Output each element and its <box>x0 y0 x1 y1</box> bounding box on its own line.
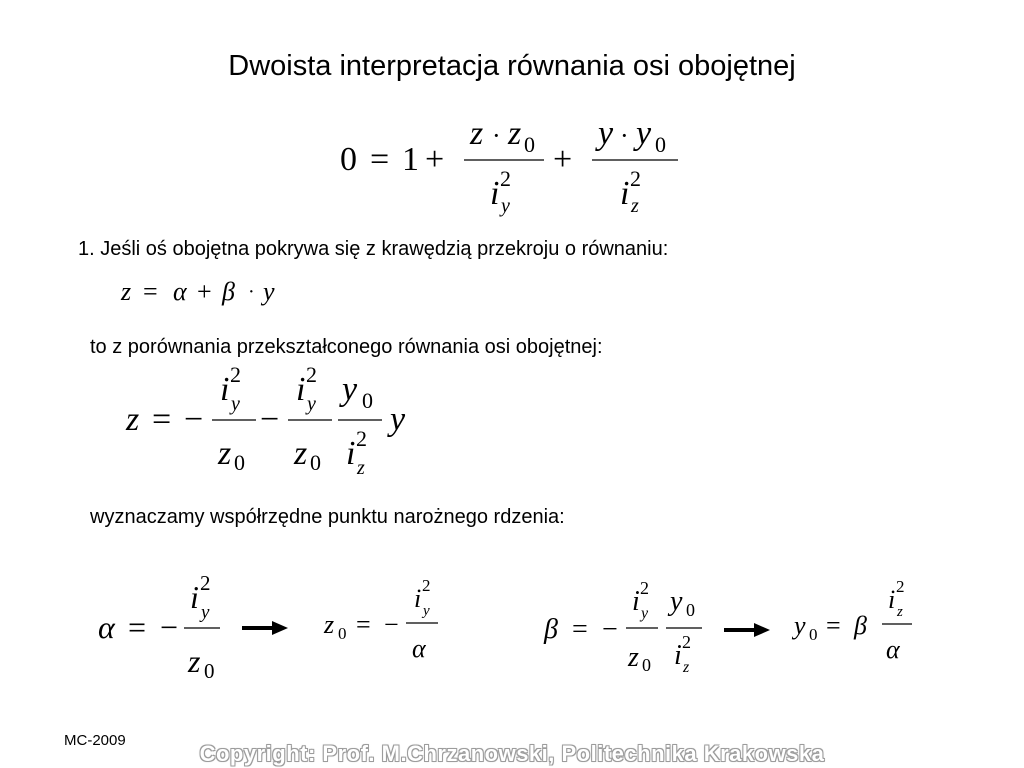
svg-text:α: α <box>173 277 187 306</box>
svg-text:i: i <box>190 579 199 615</box>
svg-text:−: − <box>602 614 618 645</box>
svg-text:y: y <box>231 393 240 415</box>
svg-text:2: 2 <box>306 362 317 387</box>
main-equation <box>330 112 710 222</box>
paragraph-comparison: to z porównania przekształconego równania osi obojętnej: <box>90 336 603 358</box>
svg-text:β: β <box>222 277 235 306</box>
svg-text:0: 0 <box>204 659 215 680</box>
svg-text:y: y <box>636 115 652 152</box>
svg-text:=: = <box>152 401 172 438</box>
svg-text:z: z <box>897 604 903 620</box>
svg-text:·: · <box>492 121 501 150</box>
svg-text:i: i <box>220 371 230 408</box>
svg-text:2: 2 <box>682 632 691 652</box>
svg-text:=: = <box>370 141 390 178</box>
svg-text:y: y <box>342 371 358 408</box>
svg-text:0: 0 <box>310 450 321 475</box>
svg-text:=: = <box>143 277 158 306</box>
svg-text:·: · <box>248 281 255 303</box>
paragraph-edge-condition: 1. Jeśli oś obojętna pokrywa się z krawędzią przekroju o równaniu: <box>78 238 669 260</box>
svg-text:y: y <box>598 115 614 152</box>
svg-text:2: 2 <box>896 577 905 596</box>
y0-equation <box>790 576 920 671</box>
svg-text:β: β <box>544 614 558 645</box>
svg-text:i: i <box>414 584 422 613</box>
svg-text:0: 0 <box>234 450 245 475</box>
svg-text:z: z <box>357 457 365 479</box>
transformed-equation <box>120 360 440 480</box>
svg-text:=: = <box>128 609 147 645</box>
svg-text:β: β <box>854 611 867 640</box>
svg-text:i: i <box>346 435 356 472</box>
svg-text:z: z <box>508 115 522 152</box>
svg-text:+: + <box>425 141 445 178</box>
alpha-equation <box>92 568 232 680</box>
svg-text:y: y <box>794 611 806 640</box>
svg-text:y: y <box>423 603 430 619</box>
svg-text:=: = <box>826 611 841 640</box>
svg-text:i: i <box>296 371 306 408</box>
svg-text:2: 2 <box>200 571 211 595</box>
svg-text:+: + <box>553 141 573 178</box>
svg-text:z: z <box>188 643 201 679</box>
svg-text:i: i <box>888 585 896 614</box>
z0-equation <box>320 575 450 670</box>
svg-text:z: z <box>126 401 140 438</box>
svg-text:0: 0 <box>655 132 666 157</box>
svg-text:+: + <box>197 277 212 306</box>
svg-text:·: · <box>620 121 629 150</box>
svg-text:z: z <box>294 435 308 472</box>
svg-text:−: − <box>184 401 204 438</box>
svg-text:y: y <box>390 401 406 438</box>
svg-text:0: 0 <box>362 388 373 413</box>
svg-text:i: i <box>674 640 682 671</box>
right-arrow-icon <box>724 620 770 640</box>
edge-equation <box>115 276 305 310</box>
svg-text:=: = <box>572 614 588 645</box>
svg-text:y: y <box>670 586 683 617</box>
svg-text:z: z <box>683 659 690 676</box>
svg-text:y: y <box>307 393 316 415</box>
svg-text:i: i <box>490 175 500 212</box>
slide-title: Dwoista interpretacja równania osi obojętnej <box>228 50 796 82</box>
svg-text:0: 0 <box>686 600 695 620</box>
svg-text:y: y <box>641 605 649 622</box>
svg-text:−: − <box>260 401 280 438</box>
svg-text:0: 0 <box>809 625 818 644</box>
svg-text:z: z <box>121 277 132 306</box>
svg-text:y: y <box>501 195 510 217</box>
svg-text:1: 1 <box>402 141 419 178</box>
svg-text:=: = <box>356 610 371 639</box>
svg-text:z: z <box>470 115 484 152</box>
svg-text:2: 2 <box>230 362 241 387</box>
svg-text:y: y <box>201 602 210 623</box>
svg-text:z: z <box>628 642 639 673</box>
svg-text:0: 0 <box>642 655 651 675</box>
svg-text:z: z <box>631 195 639 217</box>
svg-text:i: i <box>620 175 630 212</box>
svg-text:0: 0 <box>524 132 535 157</box>
svg-text:i: i <box>632 586 640 617</box>
svg-text:0: 0 <box>338 624 347 643</box>
paragraph-core-point: wyznaczamy współrzędne punktu narożnego rdzenia: <box>90 506 565 528</box>
svg-text:2: 2 <box>356 426 367 451</box>
svg-text:0: 0 <box>340 141 357 178</box>
svg-text:z: z <box>324 610 335 639</box>
svg-text:y: y <box>263 277 275 306</box>
beta-equation <box>540 576 720 676</box>
svg-text:−: − <box>384 610 399 639</box>
svg-text:2: 2 <box>640 578 649 598</box>
svg-text:2: 2 <box>630 166 641 191</box>
copyright-watermark: Copyright: Prof. M.Chrzanowski, Politechnika Krakowska <box>199 741 825 766</box>
svg-text:α: α <box>886 635 900 664</box>
svg-text:2: 2 <box>500 166 511 191</box>
svg-text:z: z <box>218 435 232 472</box>
svg-text:α: α <box>98 609 115 645</box>
right-arrow-icon <box>242 618 288 638</box>
svg-text:−: − <box>160 609 179 645</box>
footer-code: MC-2009 <box>64 732 126 749</box>
svg-text:α: α <box>412 634 426 663</box>
svg-text:2: 2 <box>422 576 431 595</box>
